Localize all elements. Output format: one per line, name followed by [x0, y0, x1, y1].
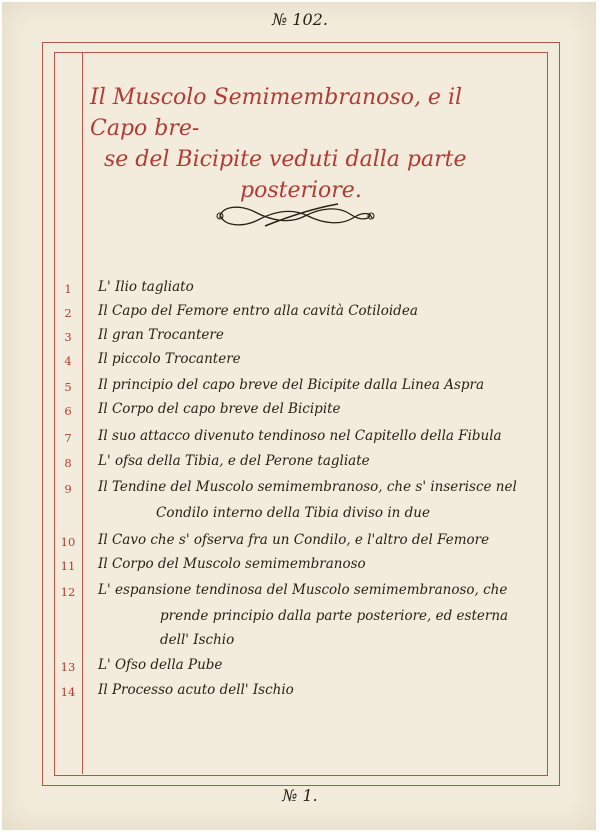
entry-text: Il piccolo Trocantere — [98, 351, 241, 367]
entry-number: 5 — [64, 380, 72, 394]
entry-text: Il principio del capo breve del Bicipite dalla Linea Aspra — [98, 377, 485, 393]
entry-number: 2 — [64, 306, 72, 320]
entry-text: Il Corpo del Muscolo semimembranoso — [98, 556, 366, 572]
entry-number: 9 — [64, 482, 72, 496]
entry-number: 14 — [60, 685, 76, 699]
entry-number: 4 — [64, 354, 72, 368]
title-line-2: se del Bicipite veduti dalla parte — [104, 147, 467, 172]
entry-number: 12 — [60, 585, 76, 599]
title-line-3: posteriore. — [240, 178, 362, 203]
entry-text: L' espansione tendinosa del Muscolo semimembranoso, che — [98, 582, 508, 598]
entry-text: Il Cavo che s' ofserva fra un Condilo, e l'altro del Femore — [98, 532, 490, 548]
entry-text: L' ofsa della Tibia, e del Perone tagliate — [98, 453, 370, 469]
entry-text-continuation: dell' Ischio — [160, 632, 235, 648]
entry-text: L' Ilio tagliato — [98, 279, 194, 295]
entry-text-continuation: Condilo interno della Tibia diviso in due — [156, 505, 430, 521]
entry-text: Il Corpo del capo breve del Bicipite — [98, 401, 341, 417]
entry-number: 13 — [60, 660, 76, 674]
entry-number: 3 — [64, 330, 72, 344]
entry-number: 6 — [64, 404, 72, 418]
page-number-bottom: № 1. — [282, 786, 318, 805]
page-number-top: № 102. — [272, 10, 328, 29]
entry-text: L' Ofso della Pube — [98, 657, 223, 673]
entry-text: Il Capo del Femore entro alla cavità Cotiloidea — [98, 303, 418, 319]
entry-number: 1 — [64, 282, 72, 296]
entry-text: Il Processo acuto dell' Ischio — [98, 682, 294, 698]
entry-number: 11 — [60, 559, 76, 573]
entry-text: Il suo attacco divenuto tendinoso nel Capitello della Fibula — [98, 428, 502, 444]
entry-text-continuation: prende principio dalla parte posteriore, ed esterna — [160, 608, 509, 624]
entry-number: 8 — [64, 456, 72, 470]
entry-text: Il gran Trocantere — [98, 327, 224, 343]
entry-number: 10 — [60, 535, 76, 549]
entry-text: Il Tendine del Muscolo semimembranoso, che s' inserisce nel — [98, 479, 517, 495]
title-line-1: Il Muscolo Semimembranoso, e il Capo bre- — [90, 85, 463, 141]
entry-number: 7 — [64, 431, 72, 445]
